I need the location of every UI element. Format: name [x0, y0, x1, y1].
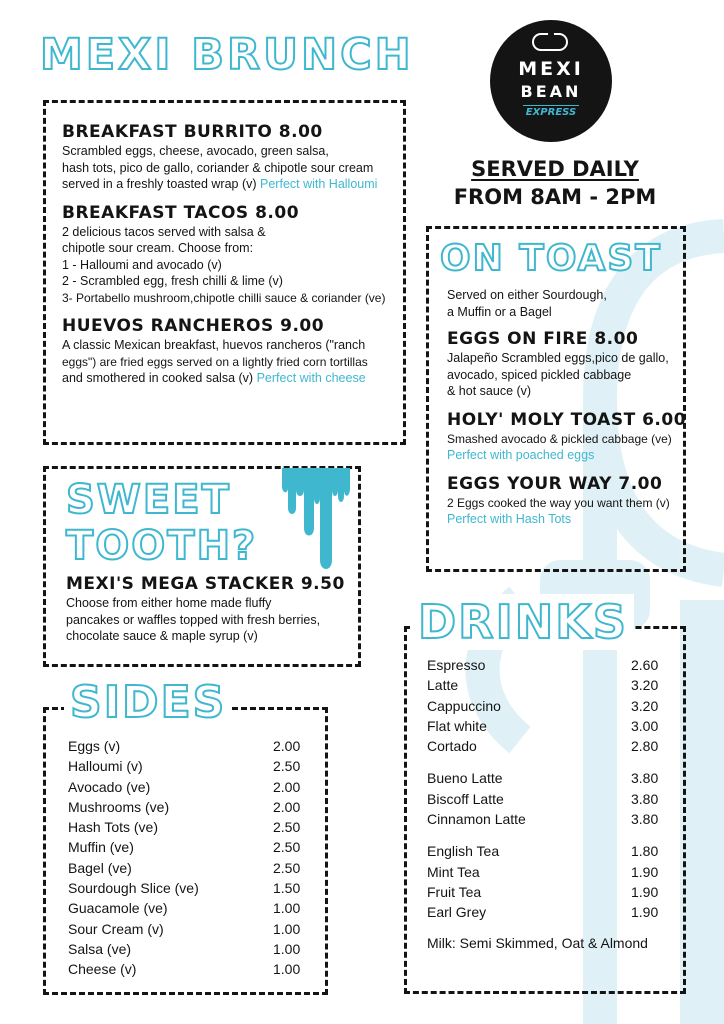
group-gap: [427, 829, 665, 841]
item-price: 1.00: [273, 900, 301, 917]
price-row: [427, 736, 665, 756]
drinks-list: [427, 655, 665, 923]
item-name: Salsa (ve): [68, 940, 132, 957]
menu-title: MEXI BRUNCH: [40, 30, 414, 80]
item-line: 2 delicious tacos served with salsa &: [62, 224, 266, 239]
price-row: [68, 959, 307, 979]
item-line: eggs") are fried eggs served on a lightly fried corn tortillas: [62, 354, 368, 369]
price-row: [68, 797, 307, 817]
item-name: Cheese (v): [68, 961, 137, 978]
sides-title: SIDES: [64, 678, 232, 728]
item-note: Perfect with Hash Tots: [447, 512, 572, 526]
price-row: [427, 675, 665, 695]
item-name: EGGS YOUR WAY 7.00: [447, 473, 663, 494]
toast-intro-line: Served on either Sourdough,: [447, 288, 607, 302]
price-row: [68, 837, 307, 857]
item-price: 3.80: [631, 790, 659, 807]
item-price: 3.00: [631, 717, 659, 734]
price-row: [427, 841, 665, 861]
item-line: and smothered in cooked salsa (v): [62, 371, 254, 385]
price-row: [68, 858, 307, 878]
item-name: Latte: [427, 677, 459, 694]
bean-icon: [532, 33, 568, 51]
price-row: [427, 696, 665, 716]
drinks-title: DRINKS: [412, 594, 634, 650]
item-line: Jalapeño Scrambled eggs,pico de gallo,: [447, 351, 669, 365]
item-price: 1.80: [631, 843, 659, 860]
item-line: A classic Mexican breakfast, huevos rancheros ("ranch: [62, 338, 366, 352]
logo-line-3: EXPRESS: [523, 105, 579, 118]
toast-intro-line: a Muffin or a Bagel: [447, 304, 552, 319]
item-price: 3.20: [631, 677, 659, 694]
price-row: [427, 809, 665, 829]
item-price: 2.50: [273, 758, 301, 775]
item-line: Choose from either home made fluffy: [66, 596, 272, 610]
item-line: chocolate sauce & maple syrup (v): [66, 629, 258, 643]
item-name: Avocado (ve): [68, 778, 151, 795]
item-name: Mint Tea: [427, 863, 480, 880]
item-name: Biscoff Latte: [427, 790, 504, 807]
item-price: 2.00: [273, 798, 301, 815]
item-price: 2.00: [273, 738, 301, 754]
price-row: [427, 655, 665, 675]
sides-section: [43, 707, 328, 995]
item-name: BREAKFAST TACOS 8.00: [62, 202, 300, 223]
item-price: 2.50: [273, 859, 301, 876]
item-line: pancakes or waffles topped with fresh berries,: [66, 612, 321, 627]
price-row: [68, 736, 307, 756]
item-line: chipotle sour cream. Choose from:: [62, 241, 254, 255]
item-note: Perfect with poached eggs: [447, 448, 595, 462]
menu-item-eggs-your-way: [447, 473, 675, 528]
item-name: Cinnamon Latte: [427, 811, 526, 828]
on-toast-title: ON TOAST: [440, 238, 662, 279]
price-row: [68, 919, 307, 939]
item-name: Halloumi (v): [68, 758, 143, 775]
price-row: [68, 898, 307, 918]
drinks-section: [404, 626, 686, 994]
logo-line-1: MEXI: [518, 58, 584, 80]
item-line: hash tots, pico de gallo, coriander & chipotle sour cream: [62, 160, 374, 175]
item-name: Cortado: [427, 738, 477, 755]
menu-item-huevos-rancheros: [62, 315, 389, 387]
item-name: HUEVOS RANCHEROS 9.00: [62, 316, 325, 336]
price-row: [68, 777, 307, 797]
item-line: Smashed avocado & pickled cabbage (ve): [447, 431, 672, 446]
item-name: Mushrooms (ve): [68, 798, 170, 815]
item-line: 1 - Halloumi and avocado (v): [62, 257, 222, 272]
price-row: [427, 882, 665, 902]
item-price: 1.00: [273, 940, 301, 957]
item-price: 2.80: [631, 738, 659, 755]
item-price: 1.90: [631, 883, 659, 900]
item-name: Hash Tots (ve): [68, 819, 158, 836]
item-price: 1.90: [631, 904, 659, 921]
item-price: 2.50: [273, 839, 301, 856]
item-name: Sour Cream (v): [68, 920, 164, 937]
sides-list: [68, 736, 307, 980]
item-price: 1.90: [631, 863, 659, 880]
item-name: Muffin (ve): [68, 839, 134, 856]
sweet-title-1: SWEET: [66, 477, 231, 523]
sweet-title-2: TOOTH?: [66, 523, 258, 569]
item-price: 2.60: [631, 657, 659, 673]
item-name: English Tea: [427, 843, 500, 860]
price-row: [427, 862, 665, 882]
menu-item-eggs-on-fire: [447, 328, 675, 400]
item-name: Flat white: [427, 717, 487, 734]
served-hours: [440, 155, 670, 211]
menu-item-breakfast-tacos: [62, 202, 389, 307]
item-line: 2 Eggs cooked the way you want them (v): [447, 495, 670, 510]
price-row: [427, 789, 665, 809]
item-name: Eggs (v): [68, 738, 121, 754]
brand-logo: [490, 20, 612, 142]
price-row: [68, 756, 307, 776]
item-line: avocado, spiced pickled cabbage: [447, 367, 632, 382]
item-price: 1.00: [273, 920, 301, 937]
brunch-section: [43, 100, 406, 445]
item-name: Cappuccino: [427, 697, 501, 714]
price-row: [427, 716, 665, 736]
group-gap: [427, 756, 665, 768]
item-name: Espresso: [427, 657, 486, 673]
item-price: 1.00: [273, 961, 301, 978]
item-line: & hot sauce (v): [447, 384, 532, 398]
item-line: 3- Portabello mushroom,chipotle chilli sauce & coriander (ve): [62, 290, 386, 305]
item-price: 3.80: [631, 811, 659, 828]
price-row: [68, 817, 307, 837]
item-line: Scrambled eggs, cheese, avocado, green salsa,: [62, 144, 329, 158]
item-price: 3.20: [631, 697, 659, 714]
item-name: Guacamole (ve): [68, 900, 168, 917]
item-name: Earl Grey: [427, 904, 487, 921]
item-name: Sourdough Slice (ve): [68, 880, 199, 897]
item-name: Bueno Latte: [427, 770, 503, 787]
item-price: 2.00: [273, 778, 301, 795]
item-price: 3.80: [631, 770, 659, 787]
item-price: 2.50: [273, 819, 301, 836]
price-row: [427, 768, 665, 788]
item-name: Bagel (ve): [68, 859, 132, 876]
item-name: MEXI'S MEGA STACKER 9.50: [66, 574, 345, 594]
item-note: Perfect with Halloumi: [260, 177, 378, 191]
item-note: Perfect with cheese: [256, 371, 366, 385]
served-daily: SERVED DAILY: [471, 157, 639, 181]
item-name: HOLY' MOLY TOAST 6.00: [447, 409, 687, 430]
menu-item-holy-moly-toast: [447, 409, 687, 464]
menu-item-breakfast-burrito: [62, 121, 389, 193]
price-row: [68, 878, 307, 898]
item-line: 2 - Scrambled egg, fresh chilli & lime (v): [62, 274, 283, 288]
price-row: [68, 939, 307, 959]
logo-line-2: BEAN: [520, 82, 582, 101]
item-name: BREAKFAST BURRITO 8.00: [62, 122, 323, 142]
drip-icon: [282, 468, 350, 578]
item-name: EGGS ON FIRE 8.00: [447, 329, 639, 349]
item-price: 1.50: [273, 880, 301, 897]
price-row: [427, 902, 665, 922]
served-times: FROM 8AM - 2PM: [453, 185, 657, 209]
item-name: Fruit Tea: [427, 883, 482, 900]
item-line: served in a freshly toasted wrap (v): [62, 177, 257, 191]
milk-note: Milk: Semi Skimmed, Oat & Almond: [427, 934, 648, 951]
